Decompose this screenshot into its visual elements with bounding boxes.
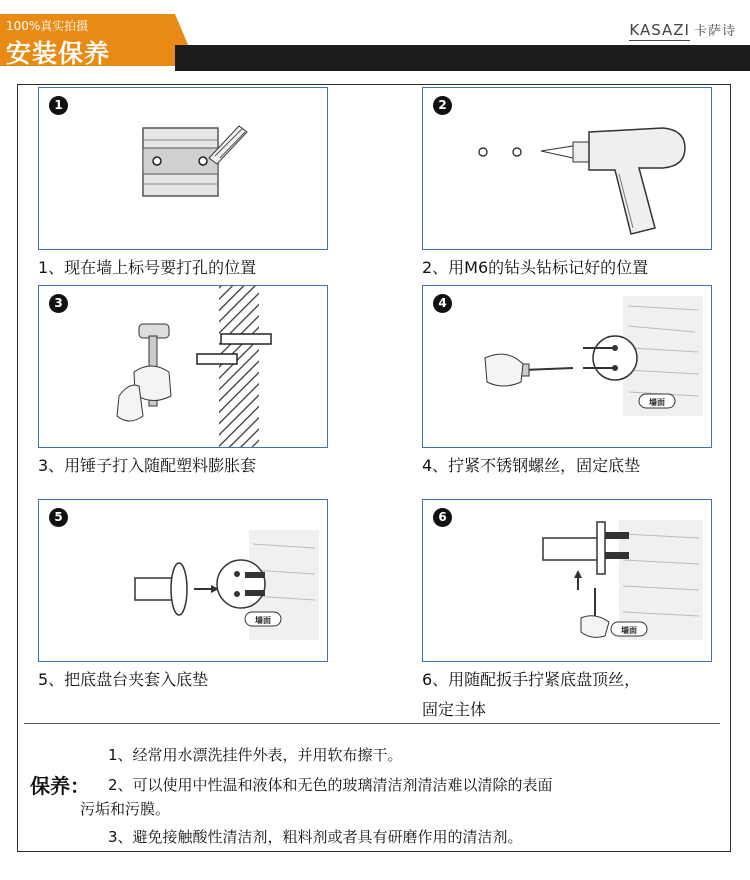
header-title: 安装保养 bbox=[6, 39, 111, 68]
step-3-panel bbox=[38, 285, 328, 448]
step-2-number: 2 bbox=[433, 96, 452, 115]
step-3-number: 3 bbox=[49, 294, 68, 313]
step-3-caption: 3、用锤子打入随配塑料膨胀套 bbox=[38, 456, 257, 475]
page-header bbox=[0, 0, 750, 76]
step-4-caption: 4、拧紧不锈钢螺丝，固定底垫 bbox=[422, 456, 641, 475]
step-1-caption: 1、现在墙上标号要打孔的位置 bbox=[38, 258, 257, 277]
step-4-number: 4 bbox=[433, 294, 452, 313]
care-divider bbox=[24, 723, 720, 724]
step-5-caption: 5、把底盘台夹套入底垫 bbox=[38, 670, 209, 689]
brand-name-cn: 卡萨诗 bbox=[693, 24, 736, 39]
care-title: 保养： bbox=[30, 774, 90, 798]
care-line-1: 1、经常用水漂洗挂件外表，并用软布擦干。 bbox=[108, 746, 403, 764]
step-6-caption-line2: 固定主体 bbox=[422, 700, 487, 719]
step-2-caption: 2、用M6的钻头钻标记好的位置 bbox=[422, 258, 649, 277]
step-1-number: 1 bbox=[49, 96, 68, 115]
care-line-2-cont: 污垢和污膜。 bbox=[80, 800, 171, 818]
step-1-illustration bbox=[39, 88, 327, 249]
instructions-frame bbox=[17, 84, 731, 852]
header-subtitle: 100%真实拍摄 bbox=[6, 19, 89, 33]
step-1-panel bbox=[38, 87, 328, 250]
step-4-panel bbox=[422, 285, 712, 448]
header-black-bar bbox=[175, 45, 750, 71]
step-6-caption-line1: 6、用随配扳手拧紧底盘顶丝， bbox=[422, 670, 641, 689]
step-6-illustration bbox=[423, 500, 711, 661]
step-2-illustration bbox=[423, 88, 711, 249]
step-5-wall-label: 墙面 bbox=[255, 616, 271, 625]
step-2-panel bbox=[422, 87, 712, 250]
brand-logo bbox=[629, 20, 736, 39]
step-4-wall-label: 墙面 bbox=[649, 398, 665, 407]
step-5-panel bbox=[38, 499, 328, 662]
step-4-illustration bbox=[423, 286, 711, 447]
step-5-number: 5 bbox=[49, 508, 68, 527]
step-6-wall-label: 墙面 bbox=[621, 626, 637, 635]
step-5-illustration bbox=[39, 500, 327, 661]
care-line-3: 3、避免接触酸性清洁剂，粗料剂或者具有研磨作用的清洁剂。 bbox=[108, 828, 523, 846]
brand-name: KASAZI bbox=[629, 21, 690, 39]
step-3-illustration bbox=[39, 286, 327, 447]
care-line-2: 2、可以使用中性温和液体和无色的玻璃清洁剂清洁难以清除的表面 bbox=[108, 776, 553, 794]
step-6-panel bbox=[422, 499, 712, 662]
step-6-number: 6 bbox=[433, 508, 452, 527]
